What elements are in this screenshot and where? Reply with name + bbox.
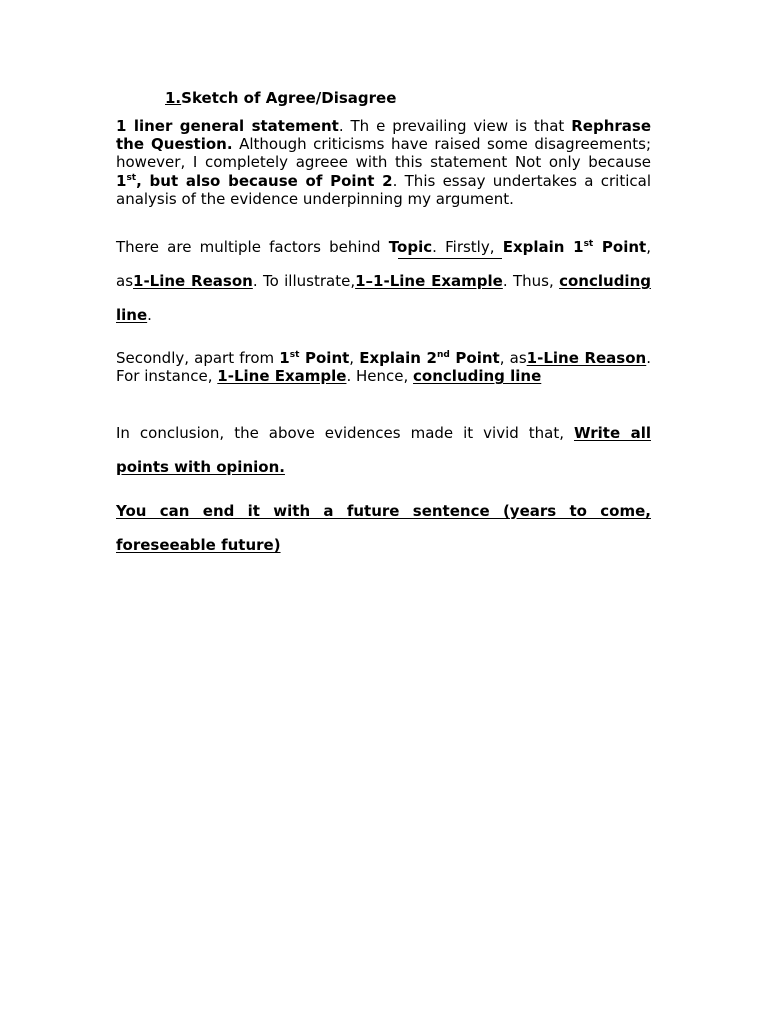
body2-text-3: , as xyxy=(499,349,527,367)
intro-text-3: . This essay undertakes a critical analysis of the evidence underpinning my argument. xyxy=(116,171,651,208)
body1-explain-1-sup: st xyxy=(583,239,594,249)
body1-explain-1: Explain 1 xyxy=(502,238,584,256)
body2-point-1: 1 xyxy=(279,349,290,367)
intro-point-1: 1 xyxy=(116,171,127,190)
body2-reason: 1-Line Reason xyxy=(526,349,647,367)
body1-text-2: . Firstly, xyxy=(432,238,503,256)
intro-paragraph xyxy=(116,117,651,208)
body1-explain-1-point: Point xyxy=(593,238,647,256)
body2-explain-2-sup: nd xyxy=(436,350,450,360)
heading-number: 1. xyxy=(165,89,182,107)
conclusion-paragraph xyxy=(116,416,651,484)
body2-explain-2: Explain 2 xyxy=(359,349,437,367)
body2-text-1: Secondly, apart from xyxy=(116,349,280,367)
intro-rephrase-question: Rephrase the Question. xyxy=(116,117,652,154)
topic-underline-rule xyxy=(398,258,502,259)
conclusion-text: In conclusion, the above evidences made it vivid that, xyxy=(116,424,574,442)
body2-text-4: . For instance, xyxy=(116,349,652,386)
body2-point-1-label: Point xyxy=(299,349,350,367)
body1-text-3: , as xyxy=(116,238,651,290)
body2-concluding-line: concluding line xyxy=(413,367,542,386)
body1-text-5: . Thus, xyxy=(502,272,560,290)
body-paragraph-1 xyxy=(116,230,651,332)
conclusion-write-points: Write all points with opinion. xyxy=(116,424,651,476)
body1-reason: 1-Line Reason xyxy=(133,272,253,290)
intro-general-statement: 1 liner general statement xyxy=(116,117,339,135)
closing-paragraph xyxy=(116,494,651,562)
body-paragraph-2 xyxy=(116,349,651,385)
body2-example: 1-Line Example xyxy=(217,367,347,386)
body2-text-2: , xyxy=(349,349,360,367)
intro-text-2: Although criticisms have raised some disagreements; however, I completely agreee with this statement Not only because xyxy=(116,135,651,172)
body1-text-6: . xyxy=(147,306,152,324)
body2-point-1-sup: st xyxy=(289,350,300,360)
body2-explain-2-point: Point xyxy=(449,349,500,367)
intro-point-1-sup: st xyxy=(126,172,137,183)
intro-point-2: , but also because of Point 2 xyxy=(136,171,393,190)
document-heading xyxy=(165,89,396,107)
body1-example: 1–1-Line Example xyxy=(355,272,503,290)
closing-future-sentence: You can end it with a future sentence (years to come, foreseeable future) xyxy=(116,502,651,554)
body2-text-5: . Hence, xyxy=(346,367,414,386)
body1-text-1: There are multiple factors behind xyxy=(116,238,389,256)
heading-text: Sketch of Agree/Disagree xyxy=(181,89,397,107)
body1-text-4: . To illustrate, xyxy=(252,272,356,290)
body1-topic: Topic xyxy=(388,238,433,256)
intro-text-1: . Th e prevailing view is that xyxy=(338,117,572,135)
body1-concluding-line: concluding line xyxy=(116,272,651,324)
